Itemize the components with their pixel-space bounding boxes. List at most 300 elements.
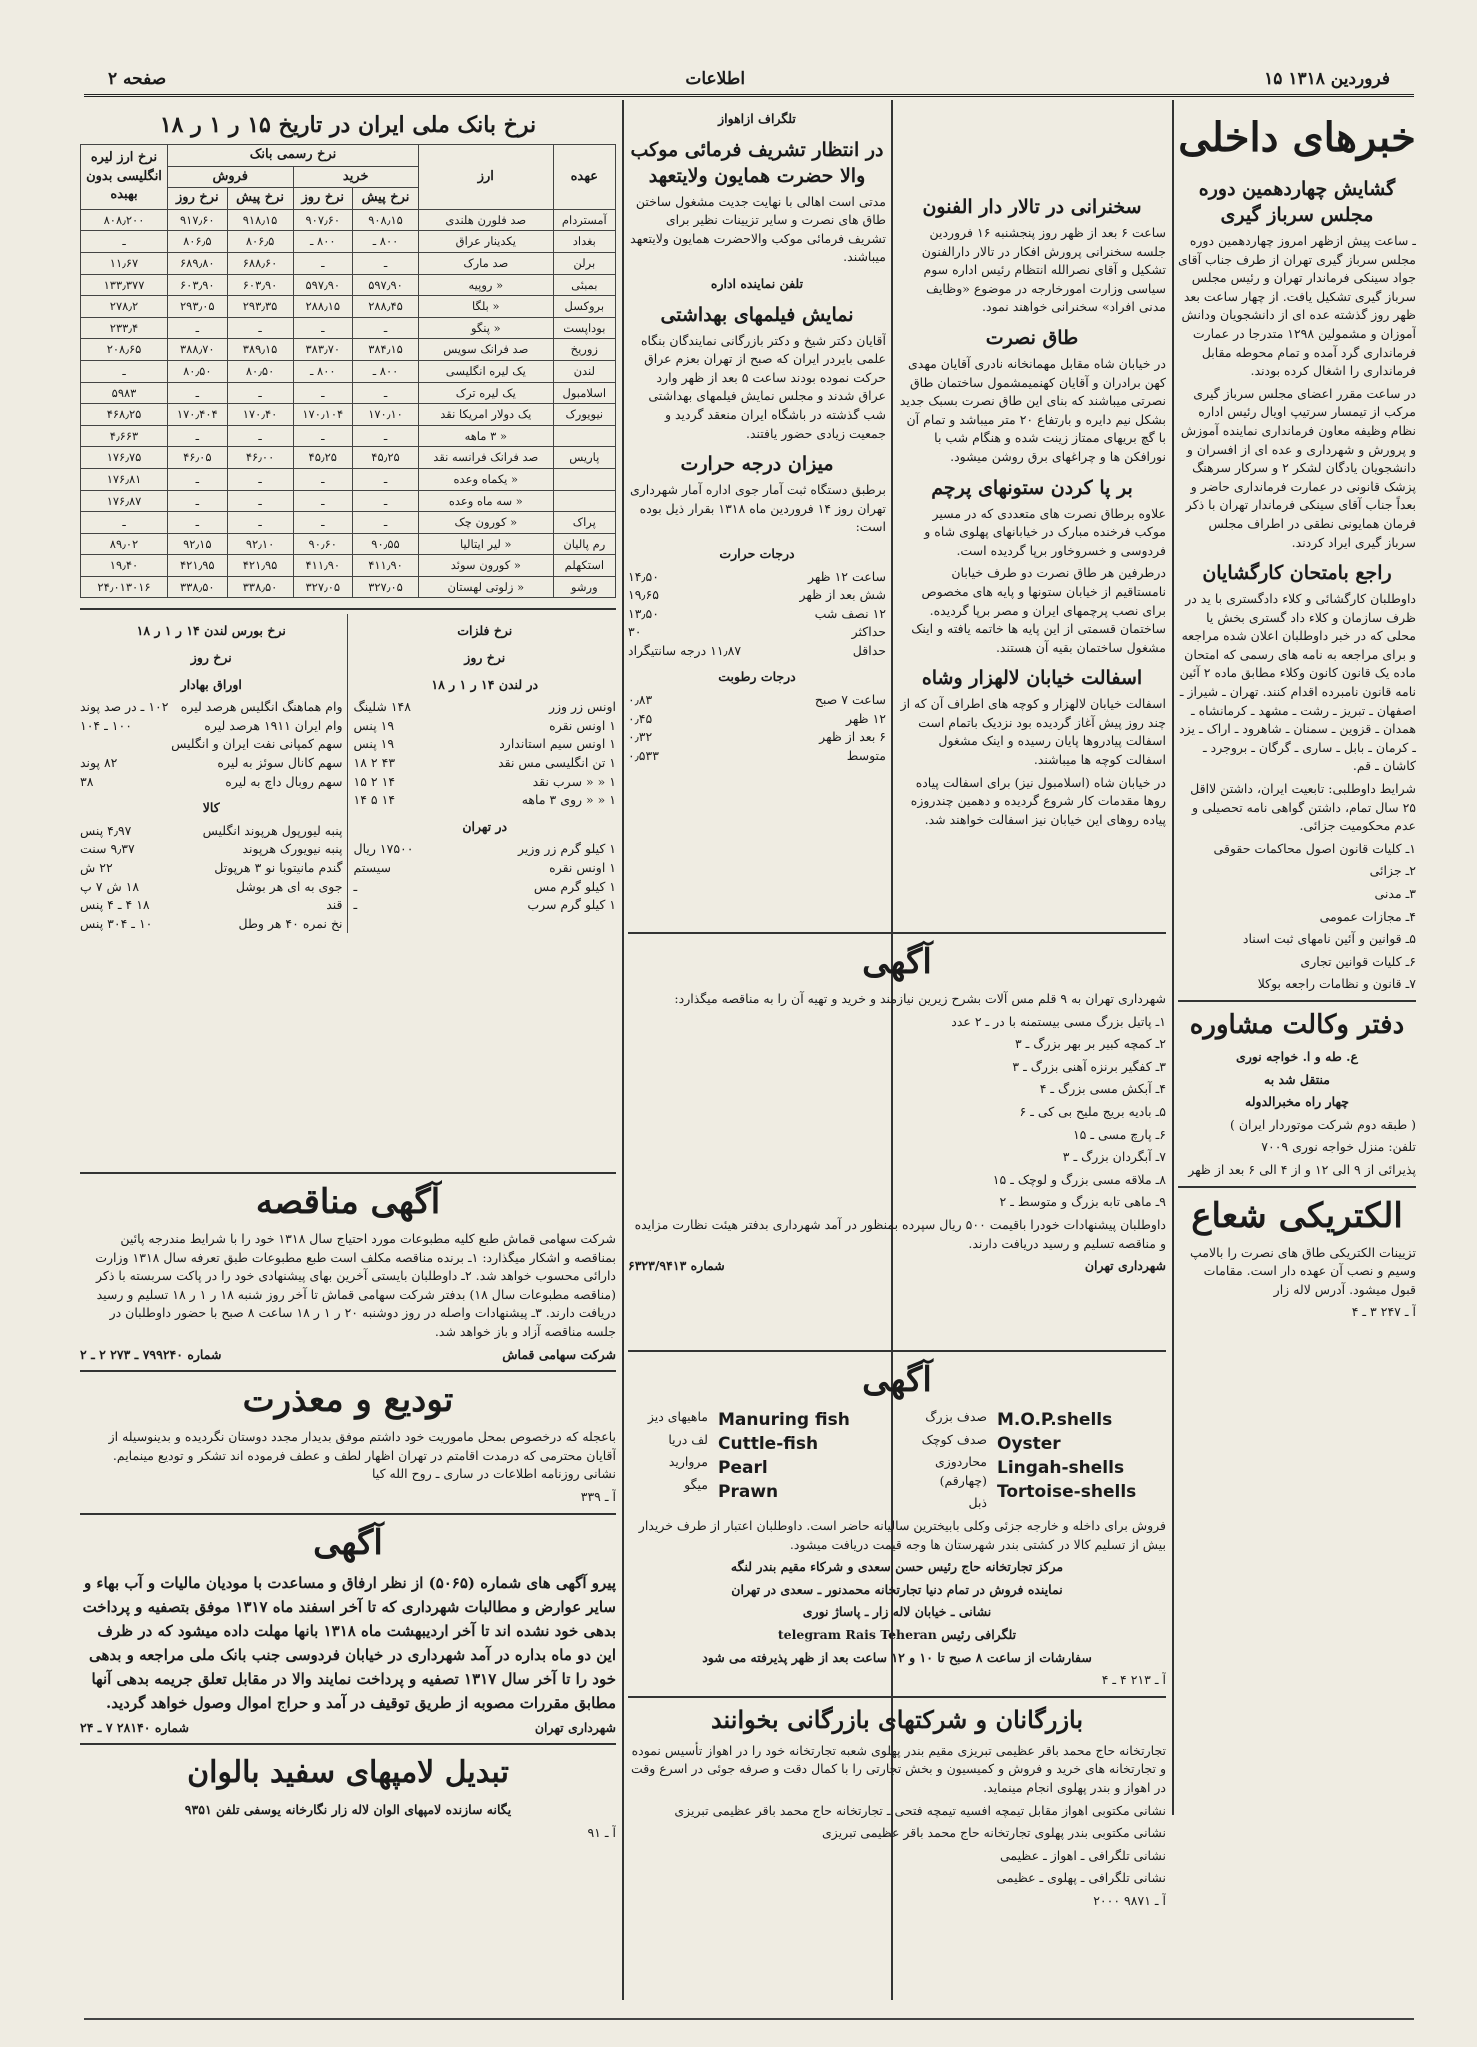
ad-number: شماره ۶۳۲۳/۹۴۱۳ [628,1258,725,1274]
table-cell: ۸۰۰ ـ [353,231,419,253]
table-cell: ـ [81,360,168,382]
paragraph: داوطلبان کارگشائی و کلاء دادگستری با ید در ظرف سازمان و کلاء داد گستری بخش یا محلی که در خبر داوطلبان اعلان شده مراجعه و برای مراجعه به نامه های رسمی که امتحان ماده یک قانون کانون وکلاء مطابق ماده ۲ آئین نامه قانون نامبرده اقدام کنند. تهران ـ شیراز ـ اصفهان ـ تبریز ـ رشت ـ مشهد ـ کرمانشاه ـ همدان ـ قزوین ـ سمنان ـ شاهرود ـ اراک ـ یزد ـ کرمان ـ بابل ـ ساری ـ گرگان ـ بروجرد ـ کاشان ـ قم. [1179,591,1416,774]
product-en: Lingah-shells [997,1458,1125,1478]
table-row [81,533,616,555]
ad-line: نشانی مکتوبی اهواز مقابل تیمچه افسیه تیمچه فتحی ـ تجارتخانه حاج محمد باقر عظیمی تبریزی [674,1802,1166,1818]
rate-row [80,735,343,754]
col-header: فروش [168,166,294,188]
rate-row [80,773,343,792]
table-cell: ـ [293,425,353,447]
ad-ref: آ ـ ۲۴۷ ۳ ـ ۴ [1351,1304,1416,1320]
rate-label: قند [326,897,343,913]
temp-label: ساعت ۱۲ ظهر [807,568,886,584]
table-cell: ـ [227,468,293,490]
rate-row [80,698,343,717]
column-divider [1172,100,1174,1815]
rate-row [354,717,617,736]
list-item: ۷ـ قانون و نظامات راجعه بوکلا [1257,976,1416,992]
list-item: ۲ـ جزائی [1369,863,1416,879]
ad-line: تلفن: منزل خواجه نوری ۷۰۰۹ [1261,1139,1416,1155]
rate-row [354,878,617,897]
table-cell: زوریخ [553,339,615,361]
table-cell: ـ [353,468,419,490]
temp-value: ۱۱٫۸۷ درجه سانتیگراد [628,642,742,658]
col-header: نرخ پیش [227,188,293,210]
rate-row [80,859,343,878]
ad-number: شماره ۷۹۹۲۴۰ ـ ۲۷۳ ۲ ـ ۲ [80,1346,222,1362]
rate-label: ۱ کیلو گرم سرب [527,897,616,913]
rate-label: نخ نمره ۴۰ هر وطل [238,915,343,931]
table-title: درجات رطوبت [718,669,796,685]
table-cell: استکهلم [553,555,615,577]
table-row [81,360,616,382]
table-cell: ـ [293,468,353,490]
table-row [81,490,616,512]
rate-row [354,698,617,717]
ad-text: تجارتخانه حاج محمد باقر عظیمی تبریزی مقیم بندر پهلوی شعبه تجارتخانه خود را در اهواز تأسیس نموده و تجارتخانه های خرید و فروش و کمیسیون و بخش تجارتی را با کمال دقت و صرفه جوئی در اسرع وقت در اهواز و بندر پهلوی انجام مینماید. [630,1742,1166,1795]
rate-label: وام هماهنگ انگلیس هرصد لیره [180,699,343,715]
table-cell: ۲۹۳٫۳۵ [227,296,293,318]
table-cell: « سه ماه وعده [418,490,553,512]
rate-label: ۱ تن انگلیسی مس نقد [498,755,616,771]
metals-day: نرخ روز [464,650,506,666]
table-cell: ـ [353,490,419,512]
rates-section [80,102,616,1168]
product-fa: مروارید [668,1454,708,1470]
rate-label: ۱ اونس نقره [549,717,616,733]
table-cell: ۴۶٫۰۵ [168,447,228,469]
ad-line: نشانی تلگرافی ـ پهلوی ـ عظیمی [996,1870,1166,1886]
rate-row [80,896,343,915]
temp-label: ۱۲ نصف شب [814,605,886,621]
paragraph: در خیابان شاه مقابل مهمانخانه نادری آقایان مهدی کهن برادران و آقایان کهنمیمشمول ساختمان طاق نصرتی میباشند که بنای این طاق نصرت بسبک جدید بشکل نیم دایره و بارتفاع ۲۰ متر میباشد و تمام آن با گچ بریهای ممتاز زینت شده و هنگام شب با نورافکن ها و چراغهای برق روشن میشود. [899,355,1166,464]
paragraph: علاوه برطاق نصرت های متعددی که در مسیر موکب فرخنده مبارک در خیابانهای پهلوی شاه و فردوسی و خسروخاور برپا گردیده است. [924,505,1166,558]
rate-row [354,735,617,754]
table-cell: ۹۲٫۱۵ [168,533,228,555]
rate-row [354,840,617,859]
shells-ad [628,1350,1166,2016]
divider [80,1370,616,1372]
column-divider [622,100,624,2000]
table-cell: یکدینار عراق [418,231,553,253]
table-cell: ۶۰۳٫۹۰ [227,274,293,296]
table-cell: ـ [227,317,293,339]
rate-label: ۱ کیلو گرم مس [533,878,616,894]
paragraph: برطبق دستگاه ثبت آمار جوی اداره آمار شهرداری تهران روز ۱۴ فروردین ماه ۱۳۱۸ بقرار ذیل بوده است: [629,482,886,535]
rate-label: سهم کمپانی نفت ایران و انگلیس [171,736,343,752]
table-cell: برلن [553,252,615,274]
rate-value: ۴۳ ۲ ۱۸ [353,755,396,771]
table-cell: ۳۸۸٫۷۰ [168,339,228,361]
rate-value: ۱۴ ۲ ۱۵ [353,773,396,789]
rate-value: ۲۲ ش [80,860,113,875]
table-cell: ۴۶٫۰۰ [227,447,293,469]
table-cell: ۴۱۱٫۹۰ [353,555,419,577]
rate-row [354,896,617,915]
humidity-row [628,710,886,729]
table-cell: ۲۹۳٫۰۵ [168,296,228,318]
middle-right-column [898,186,1166,926]
metals-title: نرخ فلزات [457,623,513,639]
ad-title: الکتریکی شعاع [1191,1195,1403,1236]
headline: میزان درجه حرارت [680,453,834,476]
ad-number: شماره ۲۸۱۴۰ ۷ ـ ۲۴ [80,1719,189,1735]
rate-row [80,878,343,897]
table-cell: ۳۳۸٫۵۰ [168,576,228,598]
rate-value: ۱۸ ش ۷ پ [80,878,140,894]
table-cell: « پنگو [418,317,553,339]
temp-row [628,586,886,605]
table-row [81,296,616,318]
table-cell: ۹۱۷٫۶۰ [168,209,228,231]
table-cell: ـ [227,512,293,534]
ad-sign-row [628,1257,1166,1276]
paragraph: آقایان دکتر شیخ و دکتر بازرگانی نمایندگان بنگاه علمی بایردر ایران که صبح از تهران بعزم عراق حرکت نموده بودند ساعت ۵ بعد از ظهر وارد عراق شدند و مجلس نمایش فیلمهای بهداشتی شب گذشته در باشگاه ایران منعقد گردید و جمعیت زیادی حضور یافتند. [640,332,886,441]
paragraph: ساعت ۶ بعد از ظهر روز پنجشنبه ۱۶ فروردین جلسه سخنرانی پرورش افکار در تالار دارالفنون تشکیل و آقای نصرالله انتظام رئیس اداره سوم سیاسی وزارت امورخارجه در موضوع «وظایف مدنی افراد» سخنرانی خواهند نمود. [921,225,1166,315]
headline: سخنرانی در تالار دار الفنون [922,196,1142,218]
table-cell: ـ [293,490,353,512]
table-cell: ۴۵٫۲۵ [293,447,353,469]
ad-sign-row [80,1719,616,1738]
ad-item: ۲ـ کمچه کبیر بر بهر بزرگ ـ ۳ [1014,1036,1166,1052]
table-cell: رم پالیان [553,533,615,555]
ad-text: باعجله که درخصوص بمحل ماموریت خود داشتم موفق بدیدار مجدد دوستان نگردیده و بدینوسیله از آقایان محترمی که درمدت اقامتم در تهران اظهار لطف و عطف فرموده اند تشکر و تودیع مینمایم. نشانی روزنامه اطلاعات در ساری ـ روح الله کیا [108,1429,616,1482]
rate-row [80,822,343,841]
ad-number: آ ـ ۲۱۳ ۴ ـ ۴ [1101,1672,1166,1688]
table-cell: ۴۵٫۲۵ [353,447,419,469]
table-cell: ۹۲٫۱۰ [227,533,293,555]
divider [80,1743,616,1745]
ad-item: ۹ـ ماهی تابه بزرگ و متوسط ـ ۲ [999,1194,1166,1210]
ad-number: آ ـ ۹۸۷۱ ۲۰۰۰ [1093,1892,1166,1908]
rate-value: سیستم [353,860,391,875]
table-cell: ـ [353,382,419,404]
ad-text: فروش برای داخله و خارجه جزئی وکلی بابیخترین سالیانه حاضر است. داوطلبان اعتبار از طرف خریدار بیش از تسلیم کالا در کشتی بندر شهرستان ها وجه قیمت دریافت میشود. [638,1517,1166,1552]
rate-value: ۱۹ پنس [353,717,395,733]
table-cell: « یکماه وعده [418,468,553,490]
table-row [81,209,616,231]
table-cell: صد فرانک فرانسه نقد [418,447,553,469]
table-cell: ۴۱۱٫۹۰ [293,555,353,577]
col-header: نرخ روز [168,188,228,210]
ad-title: آگهی [862,1360,932,1400]
col-header: نرخ روز [293,188,353,210]
table-cell: ۹۰٫۵۵ [353,533,419,555]
ad-line: نشانی تلگرافی ـ اهواز ـ عظیمی [1000,1847,1166,1863]
table-cell: ورشو [553,576,615,598]
humidity-row [628,747,886,766]
table-cell: ۹۰٫۶۰ [293,533,353,555]
paper-name: اطلاعات [685,69,746,89]
table-cell: ـ [353,512,419,534]
table-cell: ۸۹٫۰۲ [81,533,168,555]
section-title: خبرهای داخلی [1178,114,1416,161]
table-cell: « بلگا [418,296,553,318]
rate-label: سهم کانال سوئز به لیره [217,755,343,771]
table-cell: ـ [293,317,353,339]
temp-value: ۱۳٫۵۰ [628,605,659,621]
table-cell: ۳۳۸٫۵۰ [227,576,293,598]
ad-address: نشانی ـ خیابان لاله زار ـ پاساژ نوری [802,1604,992,1620]
table-cell: ـ [227,425,293,447]
ad-number: آ ـ ۳۳۹ [580,1488,616,1504]
product-en: Pearl [718,1458,768,1478]
rate-row [80,717,343,736]
headline: تلفن نماینده اداره [710,275,804,291]
rate-label: ۱ « « روی ۳ ماهه [521,792,616,808]
col-header: خرید [293,166,418,188]
table-cell: صد فرانک سویس [418,339,553,361]
bottom-rule [84,2018,1414,2020]
ad-text: داوطلبان پیشنهادات خودرا باقیمت ۵۰۰ ریال سپرده بمنظور در آمد شهرداری بدفتر هیئت نظارت مزایده و مناقصه تسلیم و رسید دریافت دارند. [634,1216,1166,1251]
table-cell: یک دولار امریکا نقد [418,404,553,426]
table-cell: ـ [293,382,353,404]
table-row [81,512,616,534]
table-cell: ۱۷۰٫۴۰۴ [168,404,228,426]
ad-line: چهار راه مخبرالدوله [1245,1094,1349,1110]
divider [1178,1186,1416,1188]
tehran-title: در تهران [462,818,508,834]
rate-label: پنبه نیویورک هرپوند [242,841,343,857]
table-cell: ۱۷۰٫۴۰ [227,404,293,426]
rate-value: ۸۲ پوند [80,755,118,771]
table-cell: ـ [81,512,168,534]
headline: گشایش چهاردهمین دوره مجلس سرباز گیری [1198,178,1396,226]
table-cell: یک لیره انگلیسی [418,360,553,382]
page-number: صفحه ۲ [108,69,167,89]
table-cell: ۱۷۰٫۱۰ [353,404,419,426]
product-en: Tortoise-shells [997,1482,1137,1502]
rate-value: ۱۹ پنس [353,736,395,752]
humidity-row [628,691,886,710]
table-row [81,382,616,404]
temp-row [628,568,886,587]
table-cell: « ۳ ماهه [418,425,553,447]
table-row [81,468,616,490]
temp-label: حداکثر [851,624,886,640]
ad-text: شهرداری تهران به ۹ قلم مس آلات بشرح زیرین نیازمند و خرید و تهیه آن را به مناقصه میگذارد: [674,991,1166,1006]
table-cell: ۲۷۸٫۲ [81,296,168,318]
table-cell: ۱۳۳٫۳۷۷ [81,274,168,296]
table-cell: ۴۲۱٫۹۵ [227,555,293,577]
product-en: Manuring fish [718,1410,850,1430]
rate-row [354,859,617,878]
ad-line: پذیرائی از ۹ الی ۱۲ و از ۴ الی ۶ بعد از ظهر [1188,1161,1416,1177]
table-cell: ۳۸۴٫۱۵ [353,339,419,361]
table-cell: ۸۰۶٫۵ [168,231,228,253]
table-cell: ـ [293,252,353,274]
table-cell: ۸۰٫۵۰ [168,360,228,382]
table-row [81,425,616,447]
rate-value: ۹٫۳۷ سنت [80,841,135,857]
rate-row [80,840,343,859]
table-row [81,576,616,598]
left-ads [80,1172,616,2016]
table-cell: ۲۴٫۰۱۳۰۱۶ [81,576,168,598]
bourse-day: نرخ روز [190,650,232,666]
table-cell: صد مارک [418,252,553,274]
ad-title: آگهی مناقصه [255,1182,441,1222]
paragraph: در خیابان شاه (اسلامبول نیز) برای اسفالت پیاده روها مقدمات کار شروع گردیده و دهمین چندروزه پیاده روهای این خیابان نیز اسفالت خواهند شد. [910,774,1166,827]
humidity-value: ۰٫۴۵ [628,710,653,726]
rate-row [354,754,617,773]
table-cell: ۳۲۷٫۰۵ [293,576,353,598]
table-row [81,447,616,469]
rate-label: پنبه لیورپول هرپوند انگلیس [202,822,343,838]
table-title: درجات حرارت [719,545,795,561]
ad-title: تبدیل لامپهای سفید بالوان [187,1755,509,1791]
rate-value: ۱۸ ۴ ـ ۴ پنس [80,897,150,913]
rate-row [354,791,617,810]
product-fa: محاردوزی (چهارقم) [934,1454,987,1488]
ad-hours: سفارشات از ساعت ۸ صبح تا ۱۰ و ۱۲ ساعت بعد از ظهر پذیرفته می شود [702,1649,1092,1665]
ad-item: ۶ـ پارچ مسی ـ ۱۵ [1072,1126,1166,1142]
table-cell: پراک [553,512,615,534]
table-row [81,317,616,339]
table-cell [553,468,615,490]
headline: راجع بامتحان کارگشایان [1202,562,1392,585]
product-fa: ماهیهای دیز [647,1409,708,1424]
table-cell: نیویورک [553,404,615,426]
ad-sign: شهرداری تهران [534,1719,616,1735]
rates-title: نرخ بانک ملی ایران در تاریخ ۱۵ ر ۱ ر ۱۸ [159,112,537,138]
table-cell: ۸۰۶٫۵ [227,231,293,253]
rate-value: ۱۴۸ شلینگ [353,699,411,715]
table-cell: ـ [353,252,419,274]
ad-title: آگهی [313,1522,383,1563]
table-row [81,404,616,426]
table-cell: ۵۹۸۳ [81,382,168,404]
paragraph: اسفالت خیابان لالهزار و کوچه های اطراف آن که از چند روز پیش آغاز گردیده بود نزدیک باتمام است اسفالت پیادروها پایان رسیده و اینک مشغول اسفالت کوچه ها میباشند. [900,696,1166,768]
headline: طاق نصرت [985,326,1079,349]
rate-label: اونس زر وزر [548,699,616,715]
ad-line: ( طبقه دوم شرکت موتوردار ایران ) [1230,1116,1416,1132]
ad-line: ع. طه و ا. خواجه نوری [1236,1048,1358,1064]
rate-value: ۱۴ ۵ ۱۴ [353,792,396,808]
list-item: ۱ـ کلیات قانون اصول محاکمات حقوقی [1213,840,1416,856]
ad-sign: شهرداری تهران [1084,1258,1166,1274]
temp-row [628,623,886,642]
humidity-value: ۰٫۳۲ [628,729,653,745]
col-header: نرخ رسمی بانک [168,145,419,167]
list-item: ۳ـ مدنی [1374,886,1416,901]
paragraph: ـ ساعت پیش ازظهر امروز چهاردهمین دوره مجلس سرباز گیری تهران از طرف جناب آقای جواد سینکی فرماندار تهران و رئیس مجلس سرباز گیری تشکیل یافت. از چهار ساعت بعد ظهر روز گذشته عده ای از دانشجویان ودانش آموزان و مشمولین ۱۲۹۸ متدرجا در عمارت فرمانداری گرد آمده و تمام محوطه مقابل فرمانداری را اشغال کرده بودند. [1178,233,1416,379]
ad-title: دفتر وکالت مشاوره [1189,1009,1405,1040]
table-cell: ـ [168,317,228,339]
humidity-label: ۶ بعد از ظهر [819,729,886,745]
ad-telegram: تلگرافی رئیس telegram Rais Teheran [777,1626,1017,1642]
col-header: نرخ ارز لیره انگلیسی بدون بهبده [81,145,168,210]
rate-label: گندم مانیتوبا نو ۳ هرپوتل [214,860,343,875]
table-cell: « کورون سوئد [418,555,553,577]
table-cell: ۹۰۸٫۱۵ [353,209,419,231]
table-cell: ـ [168,425,228,447]
headline: تلگراف ازاهواز [718,111,796,126]
table-cell: ـ [293,512,353,534]
table-cell: ۸۰۰ ـ [293,360,353,382]
table-row [81,339,616,361]
table-cell: ۲۸۸٫۱۵ [293,296,353,318]
bonds-title: اوراق بهادار [180,676,242,692]
table-cell: آمستردام [553,209,615,231]
paragraph: مدتی است اهالی با نهایت جدیت مشغول ساختن طاق های نصرت و سایر تزیینات نظیر برای تشریف فرمائی موکب والاحضرت همایون ولایتعهد میباشند. [630,193,886,265]
goods-title: کالا [202,800,220,816]
table-cell: ـ [168,490,228,512]
table-cell: پاریس [553,447,615,469]
rate-value: ۳۸ [80,773,94,789]
rate-label: جوی به ای هر بوشل [235,878,343,894]
table-cell: ـ [353,425,419,447]
ad-address: نماینده فروش در تمام دنیا تجارتخانه محمدنور ـ سعدی در تهران [731,1581,1063,1597]
table-cell: ۸۰٫۵۰ [227,360,293,382]
ad-text: یگانه سازنده لامپهای الوان لاله زار نگارخانه یوسفی تلفن ۹۳۵۱ [184,1802,512,1818]
table-cell: ـ [227,382,293,404]
paragraph: شرایط داوطلبی: تابعیت ایران، داشتن لااقل ۲۵ سال تمام، داشتن گواهی نامه تحصیلی و عدم محکومیت جزائی. [1190,781,1416,834]
table-cell: « کورون چک [418,512,553,534]
metals-london: در لندن ۱۴ ر ۱ ر ۱۸ [431,676,539,692]
table-cell: ۱۷۶٫۸۱ [81,468,168,490]
table-cell: لندن [553,360,615,382]
table-cell: یک لیره ترک [418,382,553,404]
table-row [81,231,616,253]
product-fa: صدف کوچک [921,1431,987,1447]
rate-row [354,773,617,792]
table-cell: ـ [168,382,228,404]
ad-item: ۷ـ آبگردان بزرگ ـ ۳ [1062,1149,1166,1165]
exchange-rates-table [80,144,616,598]
table-cell: ۵۹۷٫۹۰ [293,274,353,296]
rate-value: ۱۰ ـ ۳۰۴ پنس [80,915,153,931]
ad-title: آگهی [862,942,932,982]
table-cell: ـ [168,512,228,534]
table-cell: ۱۷۶٫۷۵ [81,447,168,469]
temp-label: شش بعد از ظهر [799,587,886,603]
table-cell: « زلوتی لهستان [418,576,553,598]
table-cell: ۱۱٫۶۷ [81,252,168,274]
ad-item: ۱ـ پاتیل بزرگ مسی بیستمنه با در ـ ۲ عدد [951,1013,1166,1029]
ad-line: نشانی مکتوبی بندر پهلوی تجارتخانه حاج محمد باقر عظیمی تبریزی [822,1825,1166,1841]
table-cell: ۸۰۰ ـ [353,360,419,382]
col-header: عهده [553,145,615,210]
rate-value: ۱۰۰ ـ ۱۰۴ [80,717,132,733]
humidity-row [628,728,886,747]
table-cell: « روپیه [418,274,553,296]
metals-block [354,614,617,933]
col-header: نرخ پیش [353,188,419,210]
headline: نمایش فیلمهای بهداشتی [660,303,854,326]
bourse-block [80,614,348,933]
table-cell: ۴۲۱٫۹۵ [168,555,228,577]
table-cell: ـ [168,468,228,490]
table-cell [553,490,615,512]
table-cell: بروکسل [553,296,615,318]
product-en: Oyster [997,1434,1061,1454]
temp-value: ۱۴٫۵۰ [628,568,659,584]
table-cell: « لیر ایتالیا [418,533,553,555]
table-cell: ۹۱۸٫۱۵ [227,209,293,231]
ad-text: شرکت سهامی قماش طبع کلیه مطبوعات مورد احتیاج سال ۱۳۱۸ خود را با شرایط مندرجه پائین بمناقصه و اشکار میگذارد: ۱ـ برنده مناقصه مکلف است طبع مطبوعات طبق تعرفه سال ۱۳۱۸ وزارت دارائی محسوب خواهد شد. ۲ـ داوطلبان بایستی آخرین بهای پیشنهادی خود را در پاکت سربسته با ذکر (مناقصه مطبوعات سال ۱۸) بدفتر شرکت سهامی قماش تا آخر روز شنبه ۱۸ ر ۱ ر ۱۸ تسلیم و رسید دریافت دارند. ۳ـ پیشنهادات واصله در روز دوشنبه ۲۰ ر ۱ ر ۱۸ ساعت ۸ صبح با حضور داوطلبان در جلسه مناقصه آزاد و باز خواهد شد. [95,1231,616,1339]
rate-value: ـ [353,897,358,913]
product-en: M.O.P.shells [997,1410,1113,1430]
ad-number: آ ـ ۹۱ [587,1824,616,1840]
product-fa: صدف بزرگ [925,1409,987,1424]
headline: در انتظار تشریف فرمائی موکب والا حضرت همایون ولایتعهد [630,138,884,187]
table-cell: ۶۰۳٫۹۰ [168,274,228,296]
table-cell: ۹۰۷٫۶۰ [293,209,353,231]
table-cell: بمبئی [553,274,615,296]
table-cell: ۸۰۰ ـ [293,231,353,253]
table-cell: ـ [81,231,168,253]
